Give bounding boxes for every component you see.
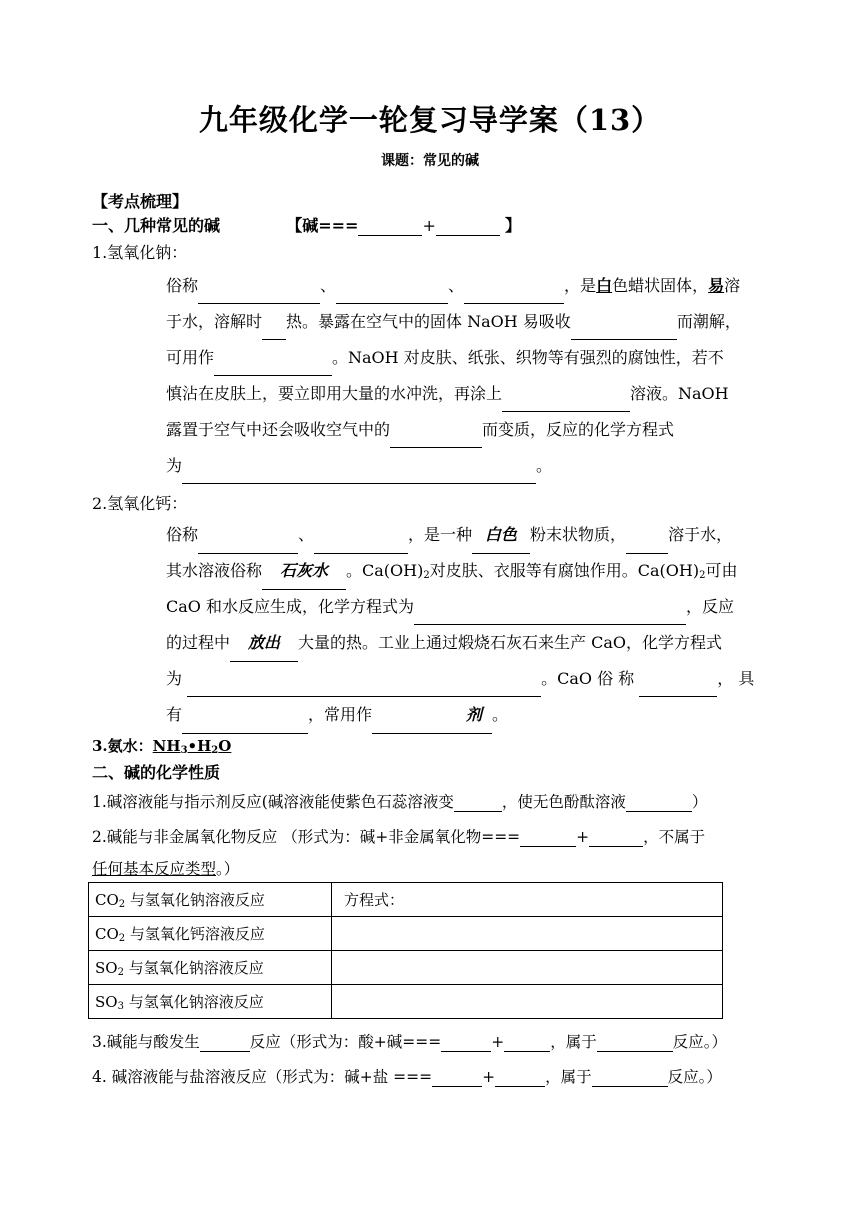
text: 、 bbox=[298, 525, 315, 544]
text: 3 bbox=[180, 745, 188, 756]
blank-naoh-name1[interactable] bbox=[198, 285, 320, 304]
text: + bbox=[482, 1068, 496, 1086]
text: SO bbox=[95, 993, 118, 1011]
caoh-line3 bbox=[166, 589, 734, 625]
text: 于水，溶解时 bbox=[166, 312, 263, 331]
blank-cao-name[interactable] bbox=[639, 678, 717, 697]
text: 色蜡状固体， bbox=[612, 276, 709, 295]
table-row bbox=[89, 883, 723, 917]
text: ，不属于 bbox=[643, 828, 706, 846]
base-formula-suffix: 】 bbox=[504, 216, 521, 235]
blank-cao-equation[interactable] bbox=[414, 606, 686, 625]
reaction-label bbox=[89, 917, 332, 951]
text: 4. 碱溶液能与盐溶液反应（形式为：碱+盐 === bbox=[92, 1068, 433, 1086]
text: 其水溶液俗称 bbox=[166, 561, 263, 580]
text: 与氢氧化钠溶液反应 bbox=[123, 993, 264, 1011]
text: 1.碱溶液能与指示剂反应(碱溶液能使紫色石蕊溶液变 bbox=[92, 793, 454, 811]
text: ，常用作 bbox=[308, 705, 373, 724]
review-heading: 【考点梳理】 bbox=[92, 192, 189, 211]
caoh-line5 bbox=[166, 661, 754, 697]
blank-naoh-name2[interactable] bbox=[336, 285, 448, 304]
blank-absorb[interactable] bbox=[571, 321, 677, 340]
text: 俗称 bbox=[166, 525, 199, 544]
text: 为 bbox=[166, 456, 183, 475]
blank-p4-product2[interactable] bbox=[495, 1068, 545, 1087]
base-formula-prefix: 【碱=== bbox=[286, 216, 359, 235]
blank-caoh-name2[interactable] bbox=[314, 535, 408, 554]
text: 与氢氧化钙溶液反应 bbox=[125, 925, 265, 943]
section2-heading: 二、碱的化学性质 bbox=[92, 763, 221, 782]
text: 粉末状物质， bbox=[530, 525, 627, 544]
equation-cell[interactable]: 方程式： bbox=[332, 883, 723, 917]
text: 为 bbox=[166, 669, 183, 688]
answer-agent: 剂 bbox=[372, 697, 492, 734]
text: 溶 bbox=[724, 276, 741, 295]
blank-p4-product1[interactable] bbox=[432, 1068, 482, 1087]
text: 反应。） bbox=[667, 1068, 722, 1086]
table-row bbox=[89, 985, 723, 1019]
answer-white: 白 bbox=[596, 276, 613, 295]
text: CaO 和水反应生成，化学方程式为 bbox=[166, 597, 414, 616]
text: ，反应 bbox=[686, 597, 735, 616]
text: •H bbox=[187, 737, 212, 755]
blank-naoh-name3[interactable] bbox=[464, 285, 564, 304]
reaction-label bbox=[89, 883, 332, 917]
text: 与氢氧化钠溶液反应 bbox=[123, 959, 264, 977]
property1 bbox=[92, 790, 707, 812]
text: SO bbox=[95, 959, 118, 977]
reaction-label bbox=[89, 951, 332, 985]
equation-cell[interactable] bbox=[332, 985, 723, 1019]
property2-cont bbox=[92, 857, 239, 879]
blank-p3-type[interactable] bbox=[597, 1033, 673, 1052]
ammonia-formula bbox=[153, 737, 232, 755]
text: 。Ca(OH) bbox=[346, 561, 424, 580]
naoh-line6 bbox=[166, 448, 552, 484]
caoh-line6 bbox=[166, 697, 508, 734]
text: 大量的热。工业上通过煅烧石灰石来生产 CaO，化学方程式 bbox=[298, 633, 723, 652]
blank-p3-product1[interactable] bbox=[441, 1033, 491, 1052]
answer-white-color: 白色 bbox=[472, 517, 530, 554]
caoh-line4 bbox=[166, 625, 722, 662]
page-title: 九年级化学一轮复习导学案（13） bbox=[198, 103, 662, 137]
text: 。NaOH 对皮肤、纸张、织物等有强烈的腐蚀性，若不 bbox=[332, 348, 724, 367]
blank-solubility[interactable] bbox=[626, 535, 668, 554]
text: ， 具 bbox=[717, 669, 755, 688]
blank-calcination-equation[interactable] bbox=[187, 678, 541, 697]
caoh-line2: 其水溶液俗称 石灰水 。$Ca(OH)_2$对皮肤、衣服等有腐蚀作用。$Ca(OH)_2$可由 bbox=[166, 553, 737, 594]
text: 2.碱能与非金属氧化物反应 （形式为：碱+非金属氧化物=== bbox=[92, 828, 521, 846]
blank-p2-product1[interactable] bbox=[520, 828, 576, 847]
text: 2 bbox=[118, 899, 126, 910]
text: 与氢氧化钠溶液反应 bbox=[125, 891, 265, 909]
blank-neutralization[interactable] bbox=[200, 1033, 250, 1052]
text: 热。暴露在空气中的固体 NaOH 易吸收 bbox=[286, 312, 571, 331]
text: ，属于 bbox=[545, 1068, 592, 1086]
text: 慎沾在皮肤上，要立即用大量的水冲洗，再涂上 bbox=[166, 384, 503, 403]
naoh-line3 bbox=[166, 340, 724, 376]
text: 俗称 bbox=[166, 276, 199, 295]
text: ） bbox=[691, 793, 708, 811]
blank-salt[interactable] bbox=[358, 217, 422, 236]
text: 而潮解， bbox=[676, 312, 741, 331]
text: 有 bbox=[166, 705, 183, 724]
text: 。 bbox=[492, 705, 509, 724]
naoh-line1 bbox=[166, 268, 740, 304]
naoh-heading: 1.氢氧化钠： bbox=[92, 243, 188, 262]
text: 任何基本反应类型 bbox=[92, 860, 217, 878]
table-row bbox=[89, 917, 723, 951]
text: CO bbox=[95, 925, 119, 943]
text: 2 bbox=[118, 933, 126, 944]
blank-property[interactable] bbox=[182, 715, 308, 734]
answer-limewater: 石灰水 bbox=[262, 553, 346, 590]
text: ，属于 bbox=[550, 1033, 597, 1051]
text: 溶于水， bbox=[668, 525, 733, 544]
reaction-table bbox=[88, 882, 723, 1019]
naoh-line2 bbox=[166, 304, 741, 340]
text: ，使无色酚酞溶液 bbox=[501, 793, 626, 811]
answer-easy: 易 bbox=[708, 276, 725, 295]
blank-heat[interactable] bbox=[262, 321, 286, 340]
text: 3 bbox=[117, 1001, 124, 1012]
equation-cell[interactable] bbox=[332, 917, 723, 951]
text: 溶液。NaOH bbox=[630, 384, 729, 403]
text: 2 bbox=[117, 967, 124, 978]
text: + bbox=[576, 828, 590, 846]
blank-caoh-name1[interactable] bbox=[198, 535, 298, 554]
ammonia-label: 3.氨水： bbox=[92, 737, 153, 755]
text: 而变质，反应的化学方程式 bbox=[482, 420, 675, 439]
text: 反应。） bbox=[672, 1033, 728, 1051]
text: O bbox=[218, 737, 232, 755]
blank-p2-product2[interactable] bbox=[589, 828, 643, 847]
caoh-line1 bbox=[166, 517, 732, 554]
property2 bbox=[92, 825, 705, 847]
blank-phenolphthalein-color[interactable] bbox=[626, 793, 692, 812]
text: + bbox=[491, 1033, 505, 1051]
table-row bbox=[89, 951, 723, 985]
text: 露置于空气中还会吸收空气中的 bbox=[166, 420, 391, 439]
text: CO bbox=[95, 891, 119, 909]
naoh-line5 bbox=[166, 412, 674, 448]
blank-air-component[interactable] bbox=[390, 429, 482, 448]
ammonia-line bbox=[92, 735, 231, 756]
page-subtitle: 课题：常见的碱 bbox=[381, 153, 479, 169]
blank-p4-type[interactable] bbox=[592, 1068, 668, 1087]
naoh-line4 bbox=[166, 376, 729, 412]
property3 bbox=[92, 1030, 727, 1052]
blank-litmus-color[interactable] bbox=[454, 793, 502, 812]
text: 、 bbox=[448, 276, 465, 295]
text: 2 bbox=[211, 745, 219, 756]
blank-usage[interactable] bbox=[214, 357, 332, 376]
answer-release: 放出 bbox=[230, 625, 298, 662]
blank-solution[interactable] bbox=[502, 393, 630, 412]
text: 3.碱能与酸发生 bbox=[92, 1033, 200, 1051]
text: NH bbox=[152, 737, 181, 755]
text: 、 bbox=[320, 276, 337, 295]
text: 。 bbox=[536, 456, 553, 475]
text: 反应（形式为：酸+碱=== bbox=[249, 1033, 442, 1051]
text: 对皮肤、衣服等有腐蚀作用。Ca(OH) bbox=[429, 561, 700, 580]
property4 bbox=[92, 1065, 722, 1087]
text: ，是一种 bbox=[408, 525, 473, 544]
blank-water[interactable] bbox=[436, 217, 500, 236]
text: 。CaO 俗 称 bbox=[541, 669, 635, 688]
section1-line bbox=[92, 213, 521, 236]
section1-heading: 一、几种常见的碱 bbox=[92, 216, 221, 235]
blank-p3-product2[interactable] bbox=[504, 1033, 550, 1052]
text: 的过程中 bbox=[166, 633, 231, 652]
base-formula-plus: + bbox=[422, 216, 436, 235]
caoh-heading: 2.氢氧化钙： bbox=[92, 494, 188, 513]
text: 可用作 bbox=[166, 348, 215, 367]
blank-naoh-equation[interactable] bbox=[182, 465, 536, 484]
text: ，是 bbox=[564, 276, 597, 295]
text: 可由 bbox=[705, 561, 738, 580]
equation-cell[interactable] bbox=[332, 951, 723, 985]
reaction-label bbox=[89, 985, 332, 1019]
text: 。） bbox=[216, 860, 240, 878]
